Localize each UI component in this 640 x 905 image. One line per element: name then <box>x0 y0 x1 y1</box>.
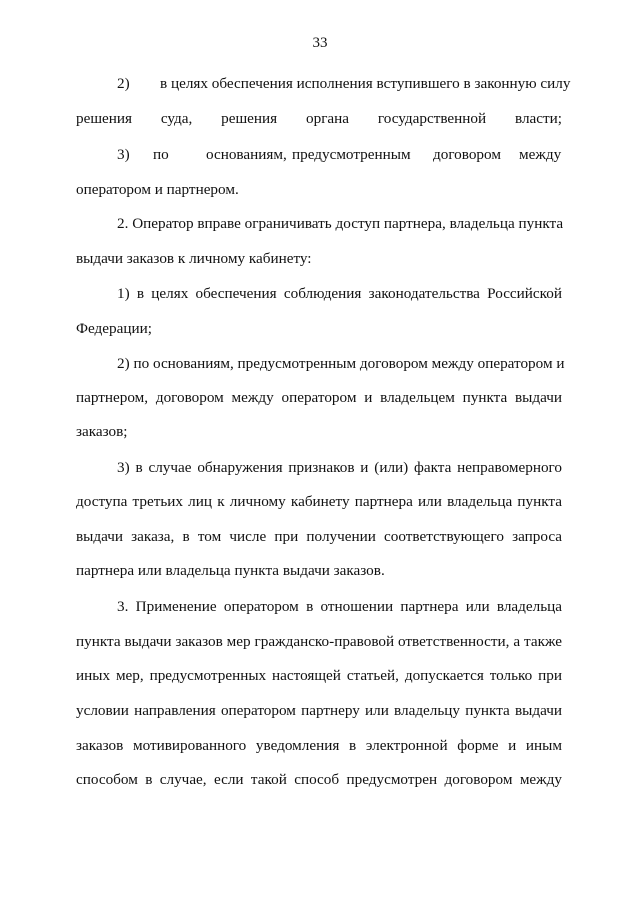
para3-line1: 3. Применение оператором в отношении партнера или владельца <box>117 598 562 615</box>
para2-line1: 2. Оператор вправе ограничивать доступ партнера, владельца пункта <box>117 215 564 232</box>
para2-sub2-line2: партнером, договором между оператором и владельцем пункта выдачи <box>76 389 562 406</box>
para2-sub3-line1: 3) в случае обнаружения признаков и (или) факта неправомерного <box>117 459 562 476</box>
item3-word-1: 3) <box>117 146 130 163</box>
item2-line1: в целях обеспечения исполнения вступившего в законную силу <box>160 75 571 92</box>
page-number: 33 <box>312 35 328 51</box>
item3-word-4: предусмотренным <box>292 146 411 163</box>
item2-number: 2) <box>117 75 130 92</box>
item3-word-5: договором <box>433 146 501 163</box>
para3-line4: условии направления оператором партнеру или владельцу пункта выдачи <box>76 702 562 719</box>
para2-sub2-line3: заказов; <box>76 423 128 440</box>
item2-line2: решения суда, решения органа государственной власти; <box>76 110 562 127</box>
para3-line6: способом в случае, если такой способ предусмотрен договором между <box>76 771 562 788</box>
para2-sub3-line3: выдачи заказа, в том числе при получении соответствующего запроса <box>76 528 562 545</box>
item3-word-2: по <box>153 146 169 163</box>
para2-sub1-line1: 1) в целях обеспечения соблюдения законодательства Российской <box>117 285 562 302</box>
para3-line2: пункта выдачи заказов мер гражданско-правовой ответственности, а также <box>76 633 562 650</box>
para2-sub2-line1: 2) по основаниям, предусмотренным договором между оператором и <box>117 355 565 372</box>
para2-line2: выдачи заказов к личному кабинету: <box>76 250 312 267</box>
item3-line2: оператором и партнером. <box>76 181 239 198</box>
para2-sub1-line2: Федерации; <box>76 320 152 337</box>
para2-sub3-line2: доступа третьих лиц к личному кабинету партнера или владельца пункта <box>76 493 562 510</box>
item3-word-3: основаниям, <box>206 146 287 163</box>
para3-line3: иных мер, предусмотренных настоящей статьей, допускается только при <box>76 667 562 684</box>
para2-sub3-line4: партнера или владельца пункта выдачи заказов. <box>76 562 385 579</box>
item3-word-6: между <box>519 146 562 163</box>
para3-line5: заказов мотивированного уведомления в электронной форме и иным <box>76 737 562 754</box>
